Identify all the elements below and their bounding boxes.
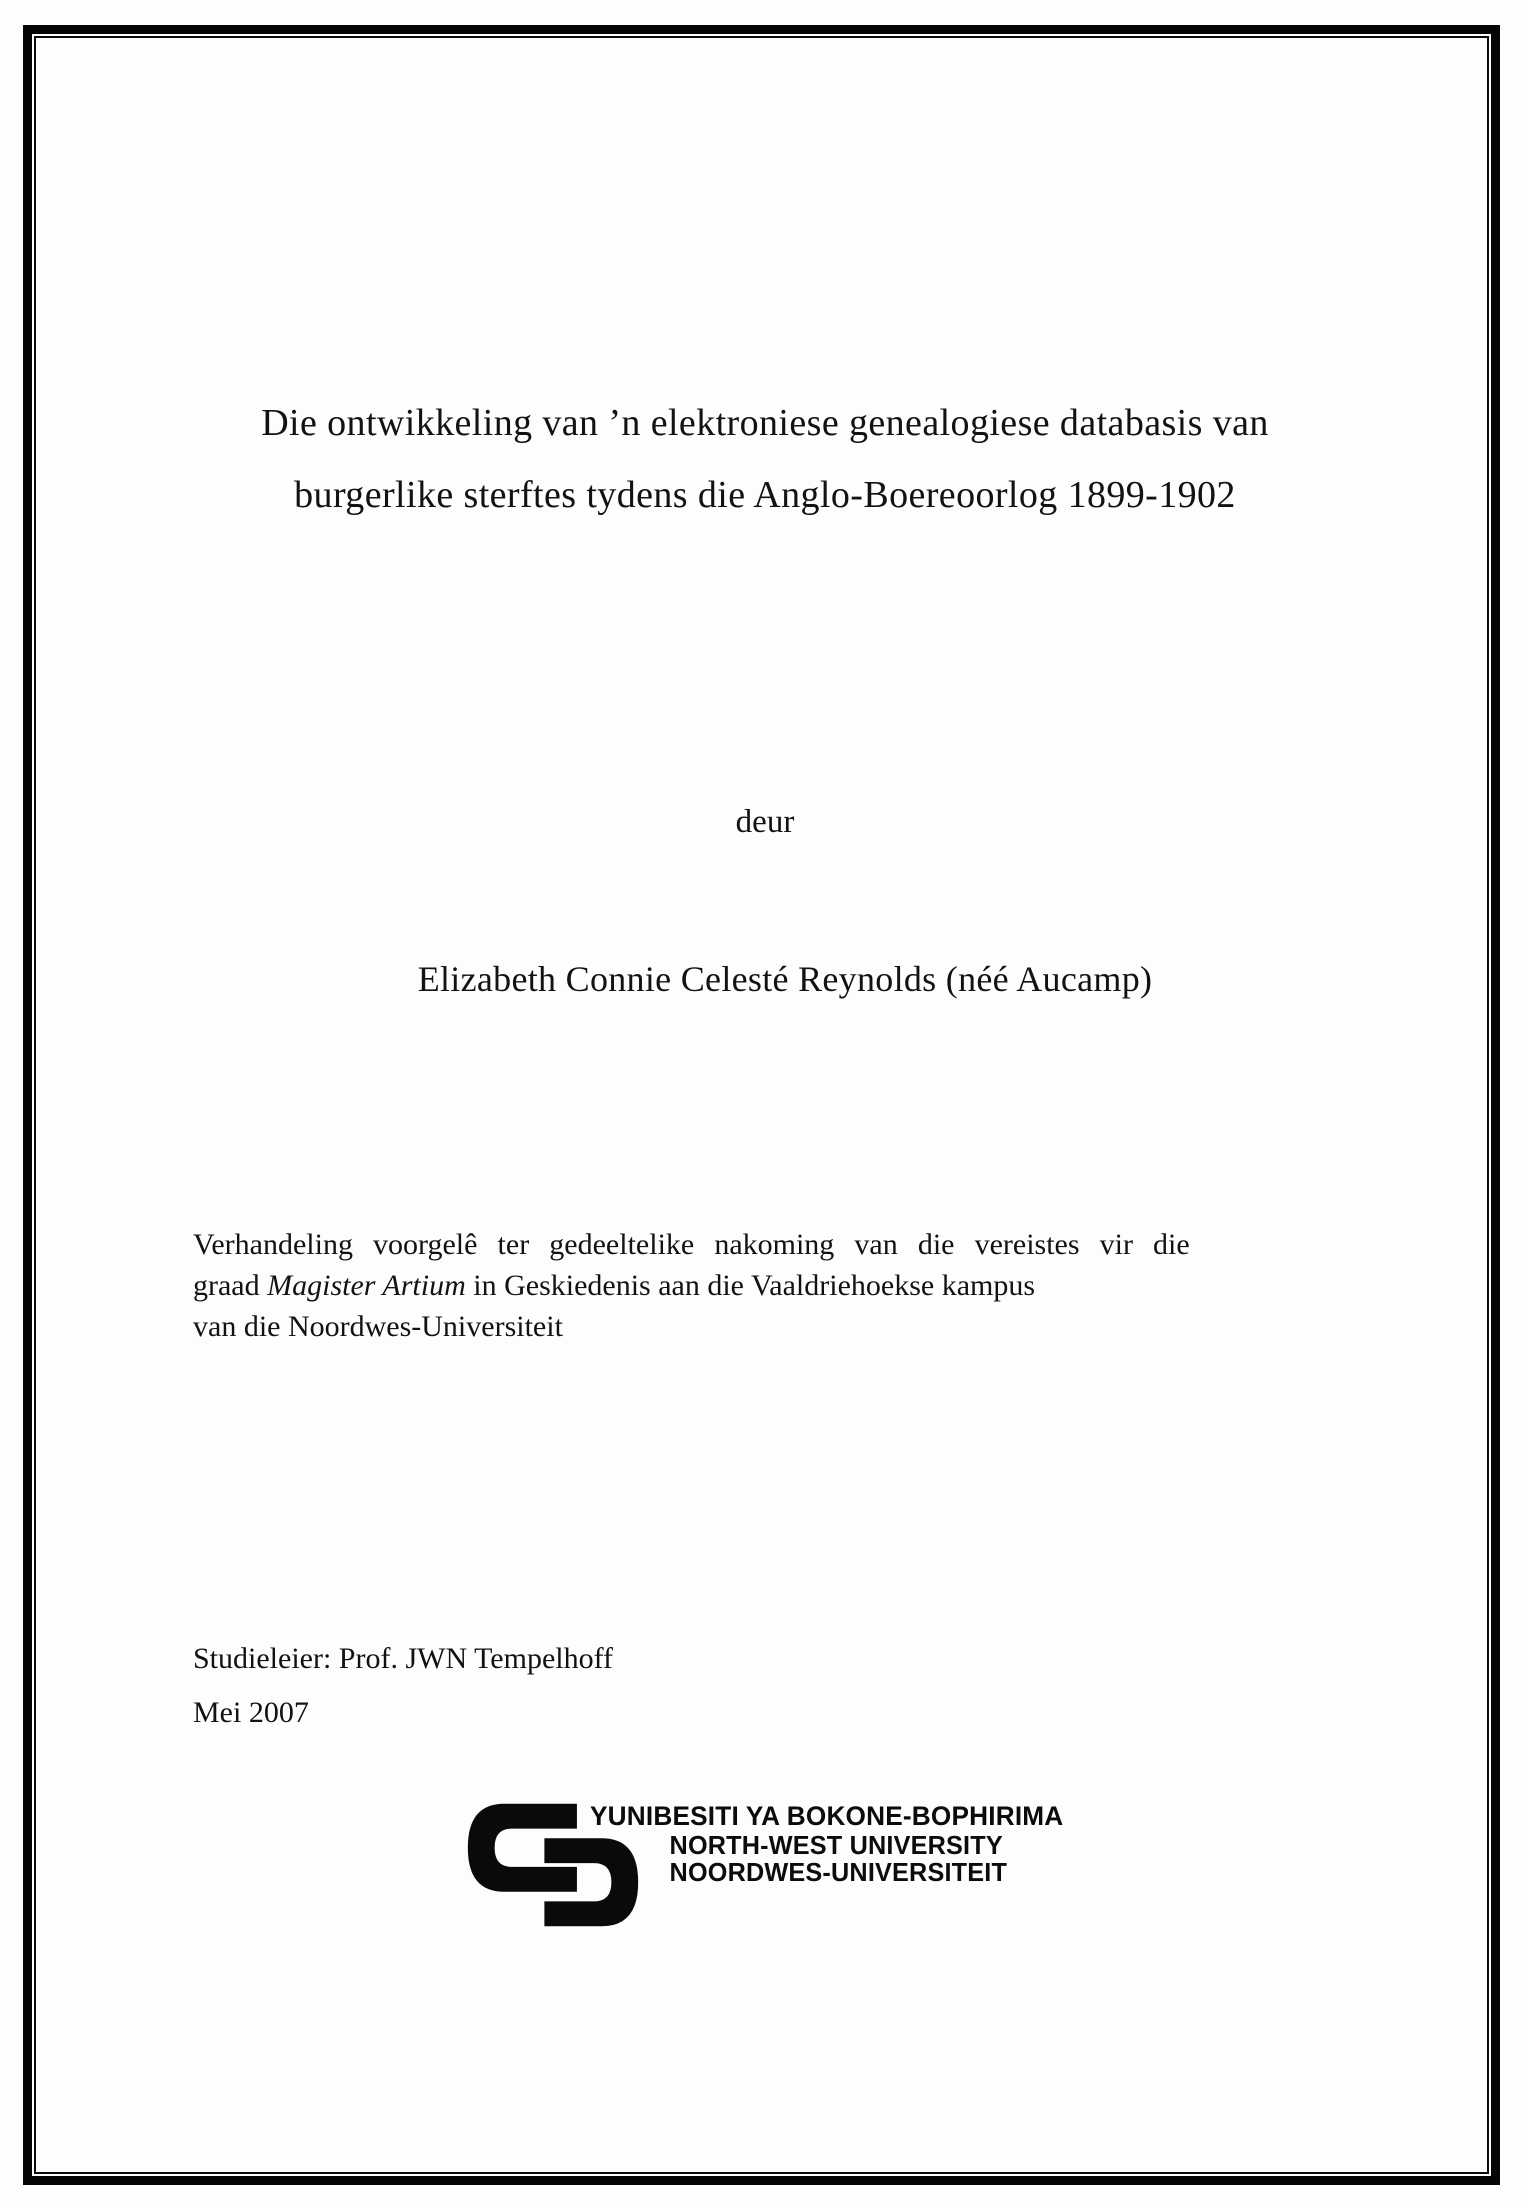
supervisor-line: Studieleier: Prof. JWN Tempelhoff — [193, 1642, 614, 1675]
logo-text-setswana: YUNIBESITI YA BOKONE-BOPHIRIMA — [590, 1801, 1064, 1831]
declaration-line-2-prefix: graad — [193, 1269, 268, 1302]
degree-declaration — [193, 1224, 1345, 1347]
logo-text-english: NORTH-WEST UNIVERSITY — [669, 1830, 1003, 1860]
author-name: Elizabeth Connie Celesté Reynolds (néé Aucamp) — [417, 959, 1153, 999]
byline-deur: deur — [735, 804, 795, 840]
degree-name-italic: Magister Artium — [267, 1269, 466, 1302]
logo-text-afrikaans: NOORDWES-UNIVERSITEIT — [669, 1857, 1008, 1887]
date-line: Mei 2007 — [193, 1696, 309, 1729]
declaration-line-2-suffix: in Geskiedenis aan die Vaaldriehoekse kampus — [465, 1269, 1036, 1302]
thesis-title-line-2: burgerlike sterftes tydens die Anglo-Boereoorlog 1899-1902 — [294, 474, 1236, 516]
declaration-line-2 — [193, 1265, 1345, 1306]
declaration-line-1: Verhandeling voorgelê ter gedeeltelike nakoming van die vereistes vir die — [193, 1228, 1190, 1261]
thesis-title-line-1: Die ontwikkeling van ’n elektroniese genealogiese databasis van — [261, 402, 1269, 444]
declaration-line-3: van die Noordwes-Universiteit — [193, 1310, 563, 1343]
university-logo-text — [590, 1801, 1063, 1886]
